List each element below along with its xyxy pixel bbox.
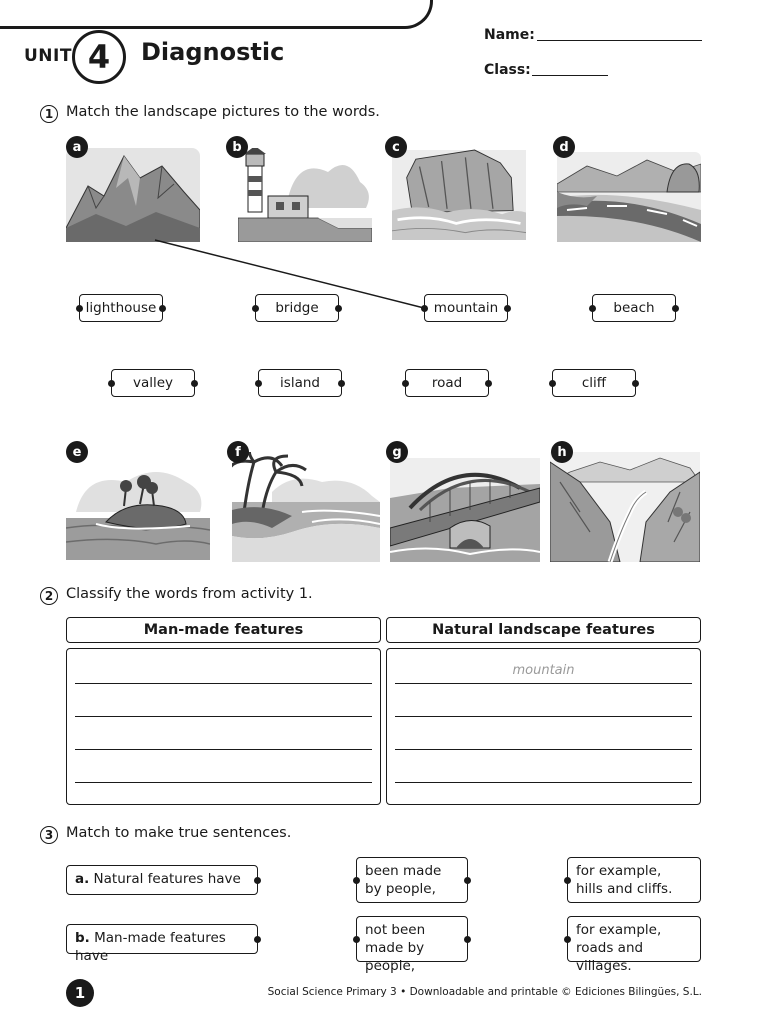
word-label: cliff [581, 375, 607, 391]
sentence-letter: b. [75, 930, 90, 946]
sentence-middle-1[interactable] [356, 857, 468, 903]
match-dot[interactable] [191, 380, 198, 387]
match-dot[interactable] [421, 305, 428, 312]
match-dot[interactable] [252, 305, 259, 312]
picture-label-d: d [553, 136, 575, 158]
natural-answer-area[interactable] [386, 648, 701, 805]
picture-island [66, 462, 210, 560]
unit-number-badge: 4 [72, 30, 126, 84]
answer-line[interactable] [395, 683, 692, 684]
match-dot[interactable] [353, 877, 360, 884]
activity-2-instruction: Classify the words from activity 1. [66, 586, 313, 602]
word-box-cliff[interactable] [552, 369, 636, 397]
match-dot[interactable] [672, 305, 679, 312]
page-number: 1 [66, 979, 94, 1007]
footer-credit: Social Science Primary 3 • Downloadable and printable © Ediciones Bilingües, S.L. [267, 986, 702, 998]
sentence-end-1[interactable] [567, 857, 701, 903]
sentence-end-2[interactable] [567, 916, 701, 974]
picture-label-b: b [226, 136, 248, 158]
match-dot[interactable] [76, 305, 83, 312]
match-dot[interactable] [255, 380, 262, 387]
activity-3-number: 3 [40, 826, 58, 844]
class-label: Class: [484, 62, 531, 78]
match-dot[interactable] [353, 936, 360, 943]
sentence-start-b[interactable] [66, 924, 258, 964]
match-dot[interactable] [464, 877, 471, 884]
col-header-natural: Natural landscape features [386, 617, 701, 643]
sentence-text: Natural features have [93, 871, 241, 887]
answer-line[interactable] [395, 716, 692, 717]
answer-line[interactable] [75, 749, 372, 750]
man-made-answer-area[interactable] [66, 648, 381, 805]
match-dot[interactable] [335, 305, 342, 312]
word-label: valley [132, 375, 174, 391]
picture-label-a: a [66, 136, 88, 158]
activity-1-instruction: Match the landscape pictures to the words. [66, 104, 380, 120]
word-box-island[interactable] [258, 369, 342, 397]
match-dot[interactable] [159, 305, 166, 312]
word-box-beach[interactable] [592, 294, 676, 322]
match-dot[interactable] [464, 936, 471, 943]
word-box-bridge[interactable] [255, 294, 339, 322]
sentence-text: been made by people, [365, 863, 442, 897]
word-label: road [431, 375, 463, 391]
match-dot[interactable] [549, 380, 556, 387]
word-label: lighthouse [85, 300, 157, 316]
activity-2-number: 2 [40, 587, 58, 605]
word-box-mountain[interactable] [424, 294, 508, 322]
sentence-text: for example, roads and villages. [576, 922, 662, 974]
word-box-lighthouse[interactable] [79, 294, 163, 322]
picture-label-e: e [66, 441, 88, 463]
match-dot[interactable] [254, 877, 261, 884]
picture-label-g: g [386, 441, 408, 463]
example-answer: mountain [512, 663, 575, 678]
sentence-text: for example, hills and cliffs. [576, 863, 673, 897]
sentence-letter: a. [75, 871, 90, 887]
picture-label-f: f [227, 441, 249, 463]
picture-beach [232, 452, 380, 562]
page-title: Diagnostic [141, 38, 285, 66]
sentence-middle-2[interactable] [356, 916, 468, 974]
answer-line[interactable] [75, 683, 372, 684]
match-dot[interactable] [632, 380, 639, 387]
answer-line[interactable] [395, 782, 692, 783]
match-dot[interactable] [564, 877, 571, 884]
word-box-valley[interactable] [111, 369, 195, 397]
unit-label: UNIT [24, 46, 72, 66]
word-label: bridge [275, 300, 319, 316]
match-dot[interactable] [589, 305, 596, 312]
activity-3-instruction: Match to make true sentences. [66, 825, 292, 841]
match-dot[interactable] [338, 380, 345, 387]
word-label: island [280, 375, 320, 391]
sentence-start-a[interactable] [66, 865, 258, 895]
match-dot[interactable] [402, 380, 409, 387]
word-box-road[interactable] [405, 369, 489, 397]
picture-valley [550, 452, 700, 562]
answer-line[interactable] [75, 716, 372, 717]
match-dot[interactable] [108, 380, 115, 387]
sentence-text: Man-made features have [75, 930, 226, 964]
picture-bridge [390, 458, 540, 562]
word-label: beach [613, 300, 655, 316]
match-dot[interactable] [485, 380, 492, 387]
answer-line[interactable] [75, 782, 372, 783]
picture-label-c: c [385, 136, 407, 158]
answer-line[interactable] [395, 749, 692, 750]
match-dot[interactable] [564, 936, 571, 943]
sentence-text: not been made by people, [365, 922, 426, 974]
activity-1-number: 1 [40, 105, 58, 123]
match-dot[interactable] [254, 936, 261, 943]
match-dot[interactable] [504, 305, 511, 312]
col-header-man-made: Man-made features [66, 617, 381, 643]
picture-label-h: h [551, 441, 573, 463]
name-label: Name: [484, 27, 535, 43]
word-label: mountain [433, 300, 499, 316]
